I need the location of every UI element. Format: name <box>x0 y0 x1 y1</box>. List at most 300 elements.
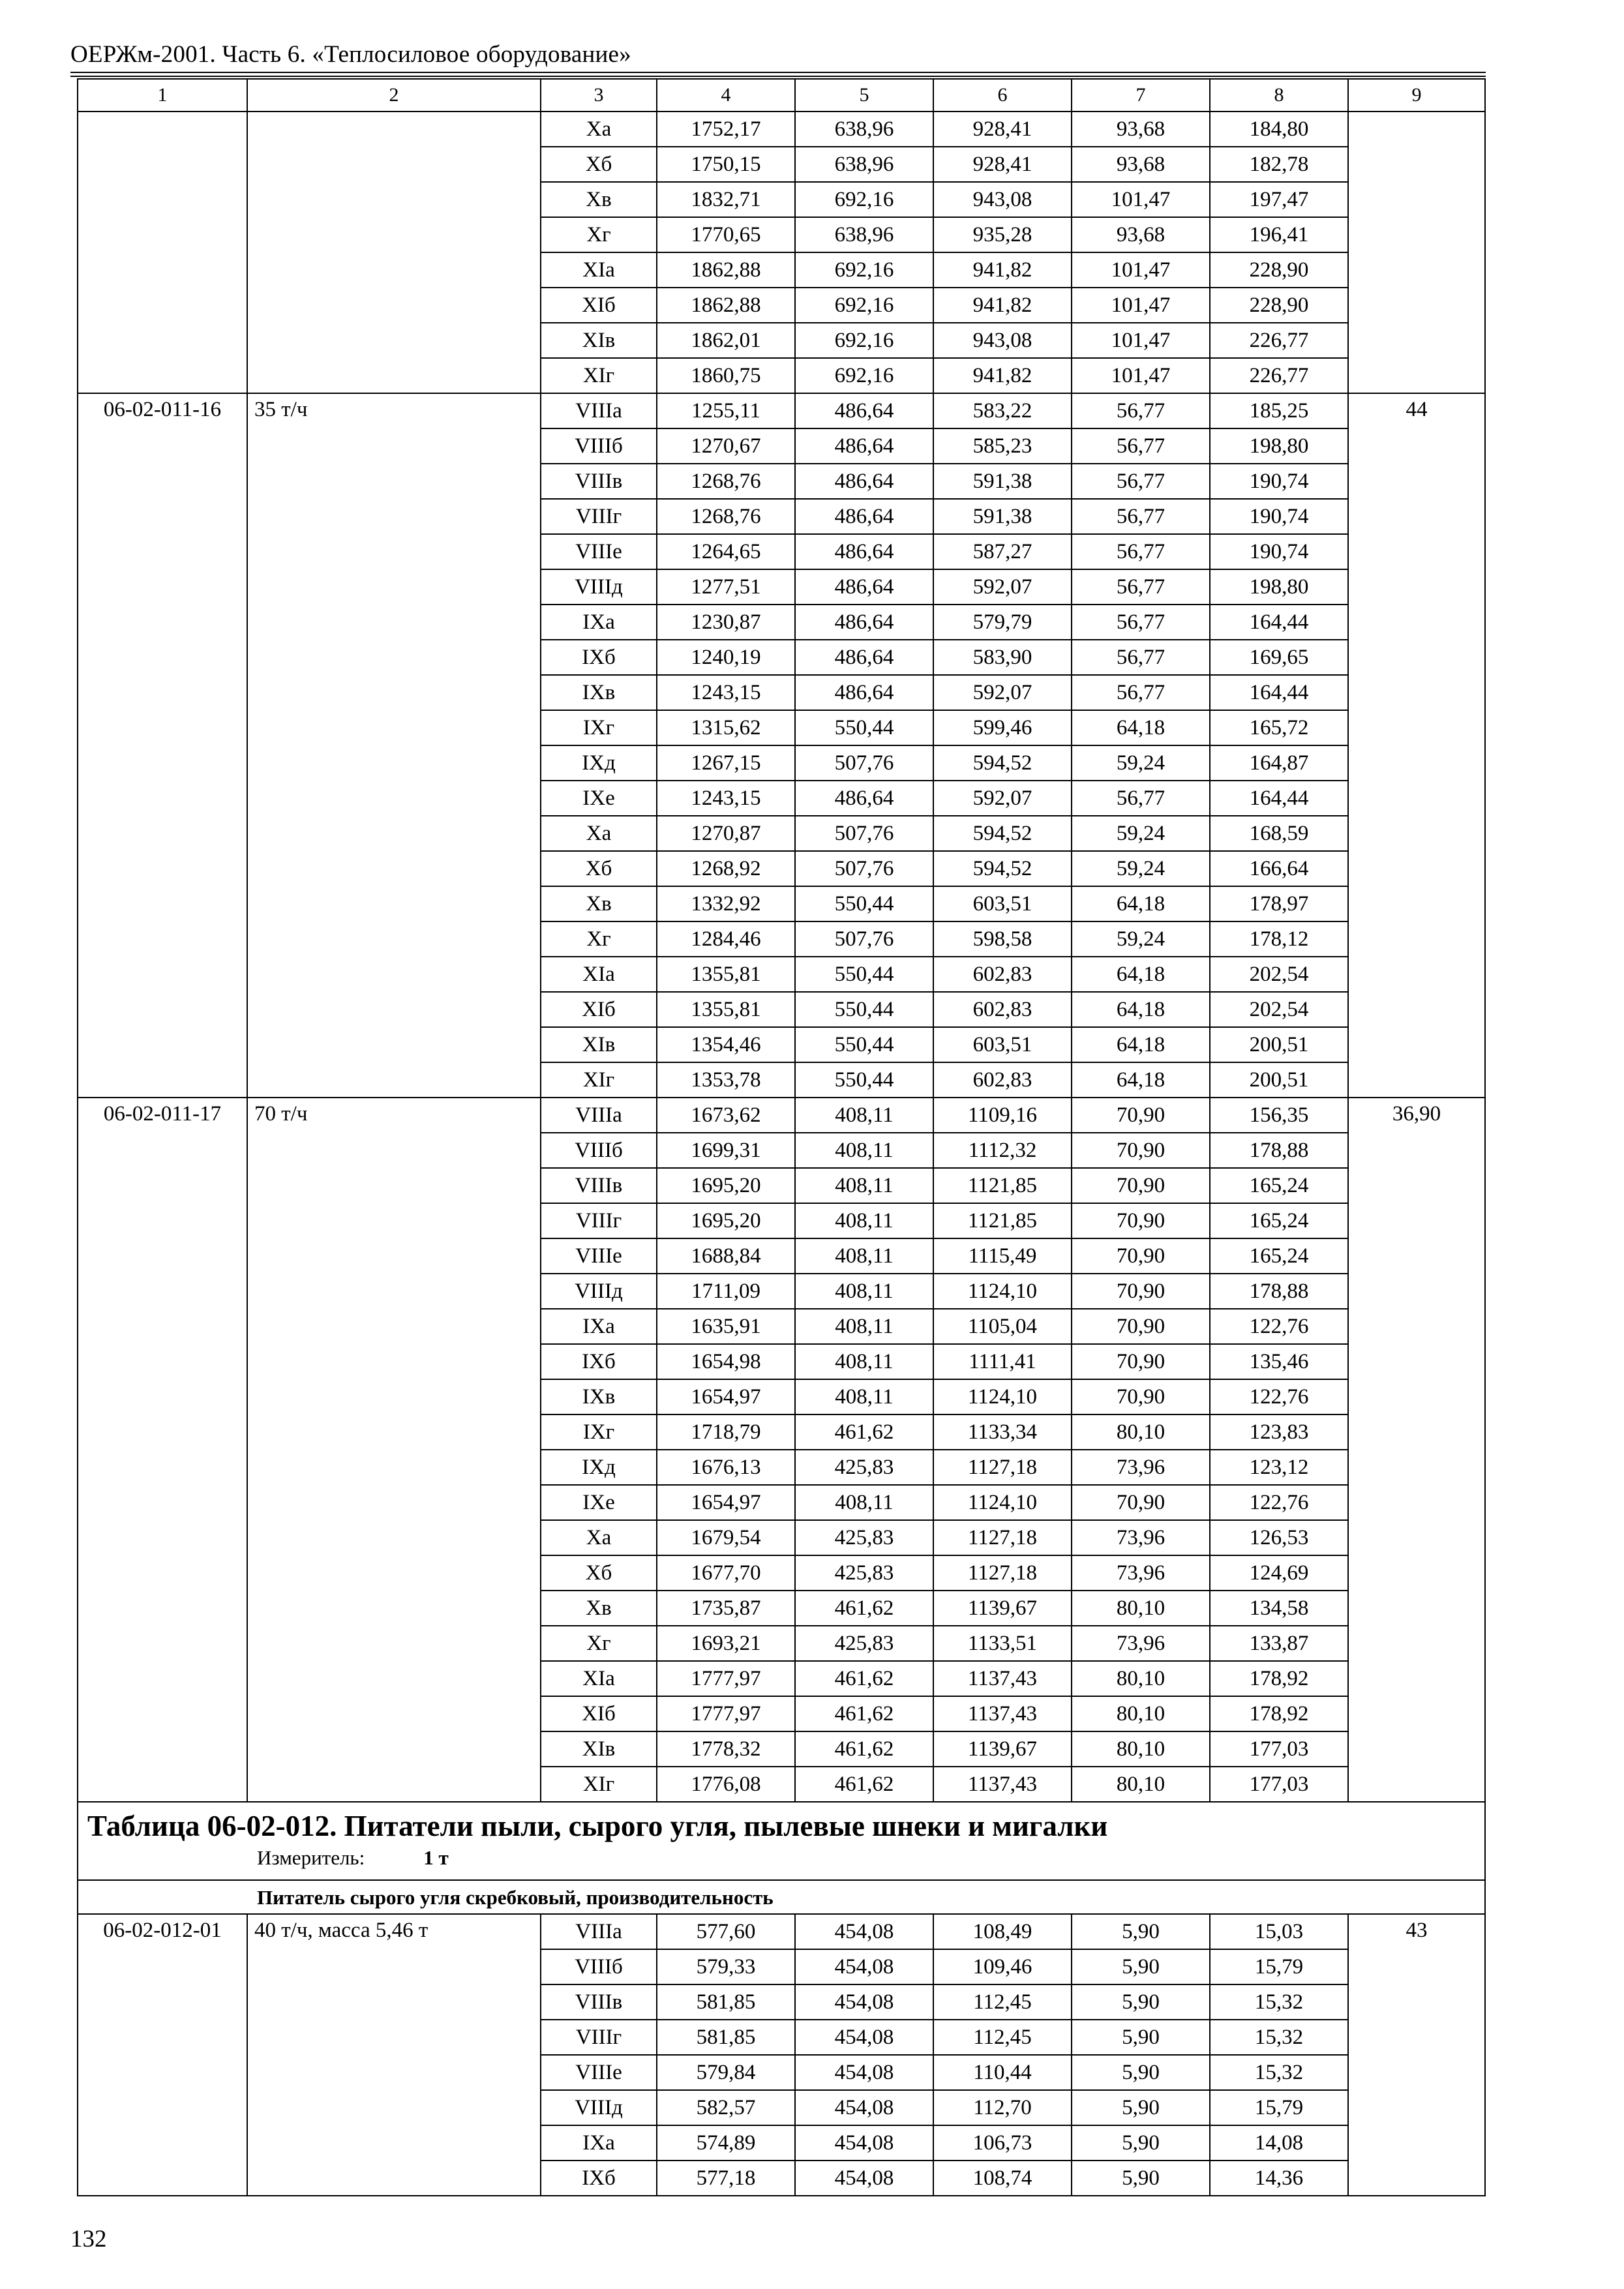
value-cell: 461,62 <box>795 1767 933 1802</box>
value-cell: 80,10 <box>1072 1767 1210 1802</box>
value-cell: 70,90 <box>1072 1274 1210 1309</box>
value-cell: 550,44 <box>795 957 933 992</box>
value-cell: 106,73 <box>933 2125 1072 2161</box>
value-cell: 14,36 <box>1210 2161 1348 2196</box>
norm-cell: 43 <box>1348 1914 1485 2196</box>
value-cell: 200,51 <box>1210 1027 1348 1062</box>
value-cell: 5,90 <box>1072 1984 1210 2020</box>
value-cell: 59,24 <box>1072 851 1210 886</box>
column-number-cell: 6 <box>933 79 1072 112</box>
value-cell: 178,88 <box>1210 1274 1348 1309</box>
zone-cell: VIIIв <box>541 1984 657 2020</box>
value-cell: 638,96 <box>795 147 933 182</box>
zone-cell: Xв <box>541 886 657 921</box>
value-cell: 1111,41 <box>933 1344 1072 1379</box>
zone-cell: XIг <box>541 1062 657 1098</box>
value-cell: 577,18 <box>657 2161 795 2196</box>
value-cell: 408,11 <box>795 1203 933 1238</box>
value-cell: 80,10 <box>1072 1696 1210 1731</box>
value-cell: 15,32 <box>1210 2055 1348 2090</box>
description-cell <box>247 112 541 393</box>
value-cell: 15,79 <box>1210 1949 1348 1984</box>
table-heading-row <box>78 1802 1485 1880</box>
column-number-cell: 4 <box>657 79 795 112</box>
value-cell: 56,77 <box>1072 781 1210 816</box>
value-cell: 579,84 <box>657 2055 795 2090</box>
zone-cell: IXг <box>541 710 657 745</box>
value-cell: 1735,87 <box>657 1591 795 1626</box>
section-title: Питатель сырого угля скребковый, производительность <box>78 1880 1485 1914</box>
norm-cell: 36,90 <box>1348 1098 1485 1802</box>
value-cell: 550,44 <box>795 710 933 745</box>
value-cell: 692,16 <box>795 252 933 288</box>
value-cell: 550,44 <box>795 1027 933 1062</box>
value-cell: 408,11 <box>795 1098 933 1133</box>
value-cell: 59,24 <box>1072 921 1210 957</box>
value-cell: 168,59 <box>1210 816 1348 851</box>
value-cell: 1268,76 <box>657 464 795 499</box>
value-cell: 1133,34 <box>933 1414 1072 1450</box>
table-row <box>78 1098 1485 1133</box>
value-cell: 1230,87 <box>657 605 795 640</box>
value-cell: 592,07 <box>933 675 1072 710</box>
value-cell: 1654,98 <box>657 1344 795 1379</box>
value-cell: 1635,91 <box>657 1309 795 1344</box>
zone-cell: IXa <box>541 605 657 640</box>
zone-cell: IXa <box>541 1309 657 1344</box>
value-cell: 1139,67 <box>933 1591 1072 1626</box>
value-cell: 1255,11 <box>657 393 795 428</box>
value-cell: 454,08 <box>795 2161 933 2196</box>
value-cell: 1127,18 <box>933 1555 1072 1591</box>
value-cell: 461,62 <box>795 1661 933 1696</box>
zone-cell: XIa <box>541 1661 657 1696</box>
value-cell: 461,62 <box>795 1696 933 1731</box>
value-cell: 178,12 <box>1210 921 1348 957</box>
value-cell: 122,76 <box>1210 1379 1348 1414</box>
value-cell: 56,77 <box>1072 464 1210 499</box>
value-cell: 486,64 <box>795 464 933 499</box>
value-cell: 581,85 <box>657 1984 795 2020</box>
value-cell: 1137,43 <box>933 1696 1072 1731</box>
zone-cell: IXв <box>541 675 657 710</box>
value-cell: 1860,75 <box>657 358 795 393</box>
value-cell: 198,80 <box>1210 428 1348 464</box>
zone-cell: XIб <box>541 992 657 1027</box>
value-cell: 1777,97 <box>657 1696 795 1731</box>
value-cell: 599,46 <box>933 710 1072 745</box>
value-cell: 5,90 <box>1072 2125 1210 2161</box>
value-cell: 454,08 <box>795 2055 933 2090</box>
value-cell: 122,76 <box>1210 1309 1348 1344</box>
zone-cell: VIIIв <box>541 464 657 499</box>
zone-cell: VIIIa <box>541 393 657 428</box>
value-cell: 165,24 <box>1210 1238 1348 1274</box>
zone-cell: Xa <box>541 1520 657 1555</box>
value-cell: 1718,79 <box>657 1414 795 1450</box>
value-cell: 1654,97 <box>657 1485 795 1520</box>
code-cell: 06-02-011-17 <box>78 1098 247 1802</box>
description-cell: 35 т/ч <box>247 393 541 1098</box>
value-cell: 5,90 <box>1072 2161 1210 2196</box>
value-cell: 93,68 <box>1072 112 1210 147</box>
value-cell: 5,90 <box>1072 2020 1210 2055</box>
zone-cell: IXд <box>541 745 657 781</box>
value-cell: 228,90 <box>1210 252 1348 288</box>
zone-cell: IXб <box>541 640 657 675</box>
value-cell: 59,24 <box>1072 745 1210 781</box>
value-cell: 123,12 <box>1210 1450 1348 1485</box>
value-cell: 941,82 <box>933 358 1072 393</box>
value-cell: 164,44 <box>1210 781 1348 816</box>
value-cell: 928,41 <box>933 112 1072 147</box>
value-cell: 70,90 <box>1072 1344 1210 1379</box>
value-cell: 594,52 <box>933 816 1072 851</box>
zone-cell: VIIIa <box>541 1098 657 1133</box>
value-cell: 1693,21 <box>657 1626 795 1661</box>
zone-cell: XIв <box>541 1027 657 1062</box>
value-cell: 550,44 <box>795 886 933 921</box>
zone-cell: VIIIд <box>541 569 657 605</box>
value-cell: 1695,20 <box>657 1168 795 1203</box>
column-number-cell: 1 <box>78 79 247 112</box>
value-cell: 1267,15 <box>657 745 795 781</box>
value-cell: 80,10 <box>1072 1414 1210 1450</box>
description-cell: 40 т/ч, масса 5,46 т <box>247 1914 541 2196</box>
value-cell: 1862,01 <box>657 323 795 358</box>
value-cell: 454,08 <box>795 2020 933 2055</box>
value-cell: 93,68 <box>1072 217 1210 252</box>
value-cell: 928,41 <box>933 147 1072 182</box>
value-cell: 133,87 <box>1210 1626 1348 1661</box>
value-cell: 486,64 <box>795 534 933 569</box>
value-cell: 943,08 <box>933 323 1072 358</box>
value-cell: 64,18 <box>1072 1027 1210 1062</box>
value-cell: 1679,54 <box>657 1520 795 1555</box>
value-cell: 112,45 <box>933 1984 1072 2020</box>
value-cell: 935,28 <box>933 217 1072 252</box>
value-cell: 692,16 <box>795 182 933 217</box>
value-cell: 202,54 <box>1210 992 1348 1027</box>
zone-cell: VIIIг <box>541 1203 657 1238</box>
value-cell: 454,08 <box>795 2125 933 2161</box>
value-cell: 15,79 <box>1210 2090 1348 2125</box>
zone-cell: Xa <box>541 816 657 851</box>
value-cell: 70,90 <box>1072 1485 1210 1520</box>
zone-cell: IXб <box>541 2161 657 2196</box>
value-cell: 108,74 <box>933 2161 1072 2196</box>
table-row <box>78 112 1485 147</box>
value-cell: 1270,67 <box>657 428 795 464</box>
value-cell: 1133,51 <box>933 1626 1072 1661</box>
value-cell: 101,47 <box>1072 182 1210 217</box>
zone-cell: Xб <box>541 147 657 182</box>
value-cell: 80,10 <box>1072 1661 1210 1696</box>
value-cell: 583,22 <box>933 393 1072 428</box>
value-cell: 454,08 <box>795 2090 933 2125</box>
column-number-cell: 3 <box>541 79 657 112</box>
value-cell: 638,96 <box>795 112 933 147</box>
zone-cell: Xг <box>541 921 657 957</box>
value-cell: 73,96 <box>1072 1555 1210 1591</box>
column-number-row <box>78 79 1485 112</box>
table-row <box>78 393 1485 428</box>
value-cell: 408,11 <box>795 1133 933 1168</box>
value-cell: 5,90 <box>1072 1949 1210 1984</box>
value-cell: 1284,46 <box>657 921 795 957</box>
zone-cell: IXг <box>541 1414 657 1450</box>
value-cell: 164,44 <box>1210 675 1348 710</box>
value-cell: 591,38 <box>933 499 1072 534</box>
value-cell: 70,90 <box>1072 1168 1210 1203</box>
value-cell: 577,60 <box>657 1914 795 1949</box>
value-cell: 190,74 <box>1210 499 1348 534</box>
value-cell: 182,78 <box>1210 147 1348 182</box>
value-cell: 461,62 <box>795 1591 933 1626</box>
value-cell: 579,79 <box>933 605 1072 640</box>
zone-cell: Xб <box>541 851 657 886</box>
value-cell: 1115,49 <box>933 1238 1072 1274</box>
value-cell: 64,18 <box>1072 886 1210 921</box>
zone-cell: VIIIa <box>541 1914 657 1949</box>
value-cell: 1332,92 <box>657 886 795 921</box>
value-cell: 70,90 <box>1072 1203 1210 1238</box>
value-cell: 1711,09 <box>657 1274 795 1309</box>
value-cell: 1112,32 <box>933 1133 1072 1168</box>
zone-cell: IXд <box>541 1450 657 1485</box>
column-number-cell: 8 <box>1210 79 1348 112</box>
value-cell: 1124,10 <box>933 1379 1072 1414</box>
value-cell: 70,90 <box>1072 1238 1210 1274</box>
value-cell: 1315,62 <box>657 710 795 745</box>
section-row <box>78 1880 1485 1914</box>
zone-cell: Xв <box>541 182 657 217</box>
value-cell: 1268,92 <box>657 851 795 886</box>
value-cell: 550,44 <box>795 1062 933 1098</box>
norm-cell: 44 <box>1348 393 1485 1098</box>
value-cell: 507,76 <box>795 921 933 957</box>
value-cell: 5,90 <box>1072 1914 1210 1949</box>
value-cell: 59,24 <box>1072 816 1210 851</box>
value-cell: 177,03 <box>1210 1731 1348 1767</box>
value-cell: 73,96 <box>1072 1520 1210 1555</box>
code-cell <box>78 112 247 393</box>
value-cell: 80,10 <box>1072 1731 1210 1767</box>
value-cell: 101,47 <box>1072 288 1210 323</box>
value-cell: 5,90 <box>1072 2090 1210 2125</box>
zone-cell: Xб <box>541 1555 657 1591</box>
value-cell: 454,08 <box>795 1984 933 2020</box>
value-cell: 425,83 <box>795 1555 933 1591</box>
value-cell: 486,64 <box>795 781 933 816</box>
value-cell: 198,80 <box>1210 569 1348 605</box>
measure-value: 1 т <box>423 1846 449 1869</box>
value-cell: 486,64 <box>795 640 933 675</box>
value-cell: 196,41 <box>1210 217 1348 252</box>
page-header-title: ОЕРЖм-2001. Часть 6. «Теплосиловое оборудование» <box>70 41 631 68</box>
zone-cell: XIг <box>541 358 657 393</box>
value-cell: 169,65 <box>1210 640 1348 675</box>
value-cell: 164,87 <box>1210 745 1348 781</box>
value-cell: 461,62 <box>795 1414 933 1450</box>
zone-cell: VIIIб <box>541 1133 657 1168</box>
value-cell: 185,25 <box>1210 393 1348 428</box>
value-cell: 1109,16 <box>933 1098 1072 1133</box>
value-cell: 638,96 <box>795 217 933 252</box>
zone-cell: Xв <box>541 1591 657 1626</box>
zone-cell: Xг <box>541 217 657 252</box>
value-cell: 70,90 <box>1072 1309 1210 1344</box>
value-cell: 101,47 <box>1072 358 1210 393</box>
value-cell: 1770,65 <box>657 217 795 252</box>
value-cell: 598,58 <box>933 921 1072 957</box>
value-cell: 486,64 <box>795 569 933 605</box>
value-cell: 1137,43 <box>933 1767 1072 1802</box>
value-cell: 602,83 <box>933 992 1072 1027</box>
price-table <box>77 78 1486 2196</box>
value-cell: 486,64 <box>795 499 933 534</box>
value-cell: 941,82 <box>933 252 1072 288</box>
value-cell: 134,58 <box>1210 1591 1348 1626</box>
value-cell: 507,76 <box>795 851 933 886</box>
value-cell: 80,10 <box>1072 1591 1210 1626</box>
zone-cell: VIIIe <box>541 534 657 569</box>
value-cell: 135,46 <box>1210 1344 1348 1379</box>
value-cell: 592,07 <box>933 781 1072 816</box>
value-cell: 1673,62 <box>657 1098 795 1133</box>
value-cell: 425,83 <box>795 1450 933 1485</box>
value-cell: 165,24 <box>1210 1203 1348 1238</box>
value-cell: 15,32 <box>1210 2020 1348 2055</box>
value-cell: 56,77 <box>1072 534 1210 569</box>
value-cell: 5,90 <box>1072 2055 1210 2090</box>
value-cell: 603,51 <box>933 886 1072 921</box>
column-number-cell: 2 <box>247 79 541 112</box>
value-cell: 109,46 <box>933 1949 1072 1984</box>
value-cell: 14,08 <box>1210 2125 1348 2161</box>
value-cell: 56,77 <box>1072 428 1210 464</box>
value-cell: 1105,04 <box>933 1309 1072 1344</box>
value-cell: 226,77 <box>1210 358 1348 393</box>
value-cell: 1688,84 <box>657 1238 795 1274</box>
value-cell: 156,35 <box>1210 1098 1348 1133</box>
value-cell: 56,77 <box>1072 499 1210 534</box>
zone-cell: VIIIв <box>541 1168 657 1203</box>
value-cell: 1121,85 <box>933 1203 1072 1238</box>
value-cell: 190,74 <box>1210 534 1348 569</box>
value-cell: 108,49 <box>933 1914 1072 1949</box>
value-cell: 461,62 <box>795 1731 933 1767</box>
value-cell: 1355,81 <box>657 957 795 992</box>
zone-cell: VIIIд <box>541 2090 657 2125</box>
value-cell: 101,47 <box>1072 323 1210 358</box>
value-cell: 56,77 <box>1072 393 1210 428</box>
value-cell: 64,18 <box>1072 992 1210 1027</box>
measure-line <box>87 1848 1484 1868</box>
value-cell: 64,18 <box>1072 710 1210 745</box>
value-cell: 941,82 <box>933 288 1072 323</box>
column-number-cell: 5 <box>795 79 933 112</box>
value-cell: 1676,13 <box>657 1450 795 1485</box>
value-cell: 454,08 <box>795 1914 933 1949</box>
table-title: Таблица 06-02-012. Питатели пыли, сырого угля, пылевые шнеки и мигалки <box>87 1810 1108 1842</box>
measure-label: Измеритель: <box>257 1846 365 1869</box>
value-cell: 93,68 <box>1072 147 1210 182</box>
code-cell: 06-02-012-01 <box>78 1914 247 2196</box>
value-cell: 112,70 <box>933 2090 1072 2125</box>
value-cell: 1264,65 <box>657 534 795 569</box>
value-cell: 64,18 <box>1072 957 1210 992</box>
zone-cell: XIг <box>541 1767 657 1802</box>
zone-cell: XIa <box>541 252 657 288</box>
value-cell: 56,77 <box>1072 569 1210 605</box>
value-cell: 1139,67 <box>933 1731 1072 1767</box>
value-cell: 602,83 <box>933 1062 1072 1098</box>
value-cell: 1277,51 <box>657 569 795 605</box>
value-cell: 507,76 <box>795 745 933 781</box>
value-cell: 101,47 <box>1072 252 1210 288</box>
value-cell: 587,27 <box>933 534 1072 569</box>
value-cell: 73,96 <box>1072 1450 1210 1485</box>
value-cell: 1124,10 <box>933 1274 1072 1309</box>
value-cell: 594,52 <box>933 851 1072 886</box>
value-cell: 582,57 <box>657 2090 795 2125</box>
value-cell: 603,51 <box>933 1027 1072 1062</box>
value-cell: 408,11 <box>795 1309 933 1344</box>
value-cell: 56,77 <box>1072 675 1210 710</box>
value-cell: 1832,71 <box>657 182 795 217</box>
value-cell: 425,83 <box>795 1520 933 1555</box>
value-cell: 1699,31 <box>657 1133 795 1168</box>
value-cell: 1777,97 <box>657 1661 795 1696</box>
value-cell: 1268,76 <box>657 499 795 534</box>
value-cell: 56,77 <box>1072 605 1210 640</box>
zone-cell: Xa <box>541 112 657 147</box>
value-cell: 70,90 <box>1072 1098 1210 1133</box>
value-cell: 408,11 <box>795 1168 933 1203</box>
value-cell: 1353,78 <box>657 1062 795 1098</box>
value-cell: 226,77 <box>1210 323 1348 358</box>
zone-cell: XIб <box>541 1696 657 1731</box>
value-cell: 1137,43 <box>933 1661 1072 1696</box>
norm-cell <box>1348 112 1485 393</box>
value-cell: 1677,70 <box>657 1555 795 1591</box>
table-heading-cell <box>78 1802 1485 1880</box>
zone-cell: VIIIд <box>541 1274 657 1309</box>
value-cell: 1776,08 <box>657 1767 795 1802</box>
value-cell: 70,90 <box>1072 1379 1210 1414</box>
value-cell: 1243,15 <box>657 781 795 816</box>
value-cell: 177,03 <box>1210 1767 1348 1802</box>
value-cell: 692,16 <box>795 323 933 358</box>
value-cell: 1240,19 <box>657 640 795 675</box>
value-cell: 64,18 <box>1072 1062 1210 1098</box>
zone-cell: IXб <box>541 1344 657 1379</box>
value-cell: 581,85 <box>657 2020 795 2055</box>
value-cell: 112,45 <box>933 2020 1072 2055</box>
value-cell: 70,90 <box>1072 1133 1210 1168</box>
value-cell: 164,44 <box>1210 605 1348 640</box>
value-cell: 178,92 <box>1210 1661 1348 1696</box>
value-cell: 1355,81 <box>657 992 795 1027</box>
value-cell: 602,83 <box>933 957 1072 992</box>
value-cell: 583,90 <box>933 640 1072 675</box>
zone-cell: XIв <box>541 1731 657 1767</box>
value-cell: 202,54 <box>1210 957 1348 992</box>
value-cell: 1862,88 <box>657 252 795 288</box>
value-cell: 1750,15 <box>657 147 795 182</box>
value-cell: 15,32 <box>1210 1984 1348 2020</box>
